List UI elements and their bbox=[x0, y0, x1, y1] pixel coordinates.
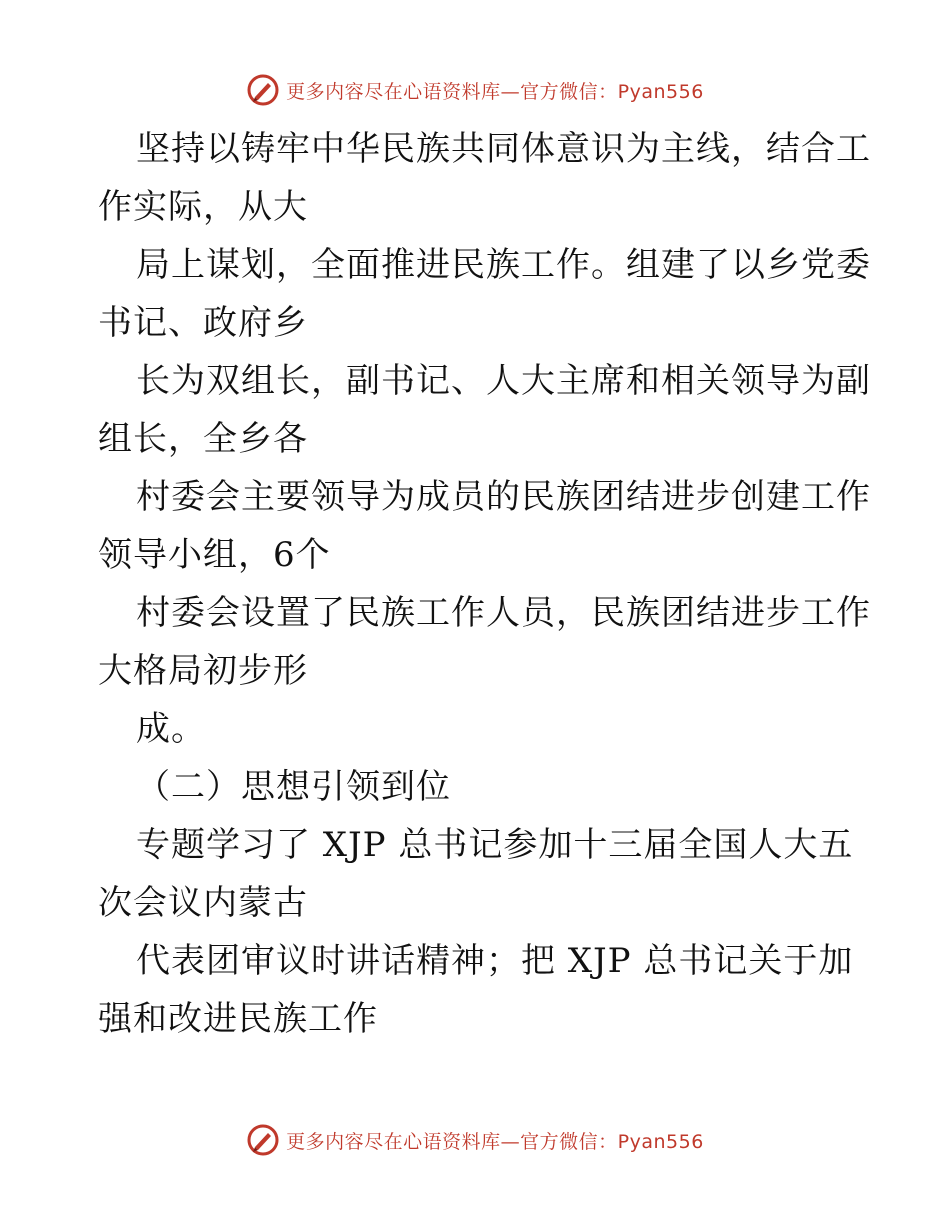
header-banner-text: 更多内容尽在心语资料库—官方微信：Pyan556 bbox=[286, 80, 704, 103]
paragraph-line: 坚持以铸牢中华民族共同体意识为主线，结合工 bbox=[136, 129, 871, 169]
footer-banner bbox=[0, 1120, 950, 1160]
paragraph-line: 强和改进民族工作 bbox=[98, 999, 378, 1039]
section-heading: （二）思想引领到位 bbox=[136, 767, 451, 807]
paragraph-line: 书记、政府乡 bbox=[98, 303, 308, 343]
paragraph-line: 作实际，从大 bbox=[98, 187, 308, 227]
paragraph-line: 专题学习了 XJP 总书记参加十三届全国人大五 bbox=[136, 825, 854, 865]
paragraph-line: 次会议内蒙古 bbox=[98, 883, 308, 923]
footer-wechat-id: Pyan556 bbox=[617, 1130, 704, 1153]
paragraph-line: 局上谋划，全面推进民族工作。组建了以乡党委 bbox=[136, 245, 871, 285]
header-wechat-id: Pyan556 bbox=[617, 80, 704, 103]
paragraph-line: 大格局初步形 bbox=[98, 651, 308, 691]
paragraph-line: 村委会设置了民族工作人员，民族团结进步工作 bbox=[136, 593, 871, 633]
paragraph-line: 代表团审议时讲话精神；把 XJP 总书记关于加 bbox=[136, 941, 854, 981]
paragraph-line: 村委会主要领导为成员的民族团结进步创建工作 bbox=[136, 477, 871, 517]
paragraph-line: 成。 bbox=[136, 709, 206, 749]
pen-logo-icon bbox=[246, 1123, 280, 1157]
paragraph-line: 领导小组，6个 bbox=[98, 535, 331, 575]
paragraph-line: 组长，全乡各 bbox=[98, 419, 308, 459]
header-banner bbox=[0, 70, 950, 110]
paragraph-line: 长为双组长，副书记、人大主席和相关领导为副 bbox=[136, 361, 871, 401]
pen-logo-icon bbox=[246, 73, 280, 107]
footer-banner-text: 更多内容尽在心语资料库—官方微信：Pyan556 bbox=[286, 1130, 704, 1153]
document-body bbox=[98, 120, 871, 1048]
